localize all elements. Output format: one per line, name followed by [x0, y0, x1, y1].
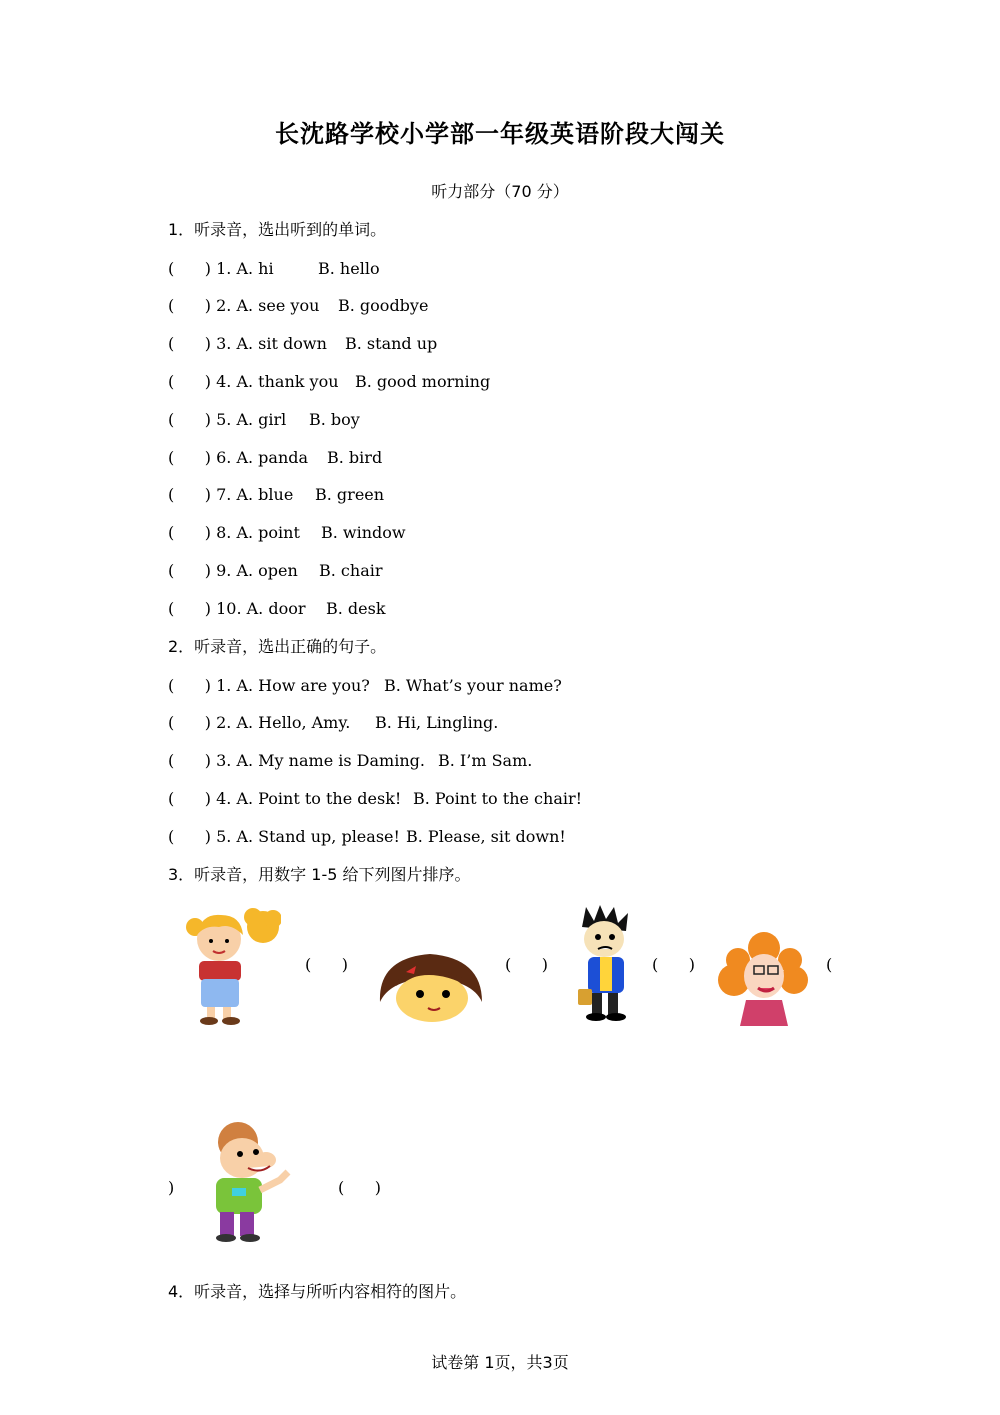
section1-heading: 1．听录音，选出听到的单词。 [168, 220, 387, 239]
question-option-b: B. What’s your name? [384, 676, 562, 695]
question-item [168, 484, 385, 506]
answer-blank[interactable]: ( ) [338, 1178, 381, 1197]
question-option-a: ( ) 3. A. sit down [168, 334, 327, 353]
question-item [168, 750, 533, 772]
question-option-a: ( ) 8. A. point [168, 523, 300, 542]
question-option-a: ( ) 1. A. hi [168, 259, 274, 278]
question-option-b: B. boy [309, 410, 360, 429]
question-option-a: ( ) 3. A. My name is Daming. [168, 751, 425, 770]
question-option-a: ( ) 9. A. open [168, 561, 298, 580]
question-option-b: B. I’m Sam. [438, 751, 533, 770]
question-option-b: B. chair [319, 561, 383, 580]
question-item [168, 826, 566, 848]
answer-open-paren: ( [826, 955, 833, 974]
question-item [168, 371, 491, 393]
page-subtitle: 听力部分（70 分） [431, 182, 569, 201]
question-item [168, 295, 429, 317]
question-option-b: B. hello [318, 259, 380, 278]
question-option-b: B. Point to the chair! [413, 789, 583, 808]
question-option-a: ( ) 2. A. see you [168, 296, 320, 315]
question-item [168, 598, 386, 620]
sam-boy-picture [200, 1120, 294, 1246]
lingling-face-picture [376, 950, 486, 1024]
question-item [168, 522, 406, 544]
question-option-b: B. stand up [345, 334, 438, 353]
section4-heading: 4．听录音，选择与所听内容相符的图片。 [168, 1282, 467, 1301]
teacher-woman-picture [718, 930, 808, 1026]
question-option-b: B. Hi, Lingling. [375, 713, 499, 732]
question-option-b: B. goodbye [338, 296, 429, 315]
section3-heading: 3．听录音，用数字 1-5 给下列图片排序。 [168, 865, 471, 884]
answer-blank[interactable]: ( ) [305, 955, 348, 974]
question-option-b: B. window [321, 523, 406, 542]
question-option-a: ( ) 10. A. door [168, 599, 306, 618]
question-item [168, 788, 583, 810]
question-item [168, 560, 383, 582]
question-option-b: B. bird [327, 448, 383, 467]
section2-heading: 2．听录音，选出正确的句子。 [168, 637, 387, 656]
question-option-b: B. Please, sit down! [406, 827, 566, 846]
question-option-a: ( ) 7. A. blue [168, 485, 294, 504]
answer-close-paren: ) [168, 1178, 175, 1197]
question-option-a: ( ) 5. A. Stand up, please! [168, 827, 400, 846]
question-item [168, 675, 562, 697]
question-option-b: B. desk [326, 599, 386, 618]
question-option-a: ( ) 2. A. Hello, Amy. [168, 713, 351, 732]
answer-blank[interactable]: ( ) [505, 955, 548, 974]
page-title: 长沈路学校小学部一年级英语阶段大闯关 [275, 120, 725, 148]
question-option-a: ( ) 4. A. Point to the desk! [168, 789, 402, 808]
question-item [168, 447, 383, 469]
question-item [168, 712, 499, 734]
daming-boy-picture [576, 905, 638, 1025]
question-item [168, 258, 380, 280]
question-option-a: ( ) 6. A. panda [168, 448, 309, 467]
question-item [168, 333, 438, 355]
question-option-a: ( ) 1. A. How are you? [168, 676, 370, 695]
answer-blank[interactable]: ( ) [652, 955, 695, 974]
question-option-a: ( ) 5. A. girl [168, 410, 287, 429]
question-option-a: ( ) 4. A. thank you [168, 372, 339, 391]
question-option-b: B. green [315, 485, 385, 504]
question-item [168, 409, 360, 431]
question-option-b: B. good morning [355, 372, 491, 391]
girl-amy-picture [185, 905, 281, 1027]
page-footer: 试卷第 1页，共3页 [431, 1353, 569, 1372]
